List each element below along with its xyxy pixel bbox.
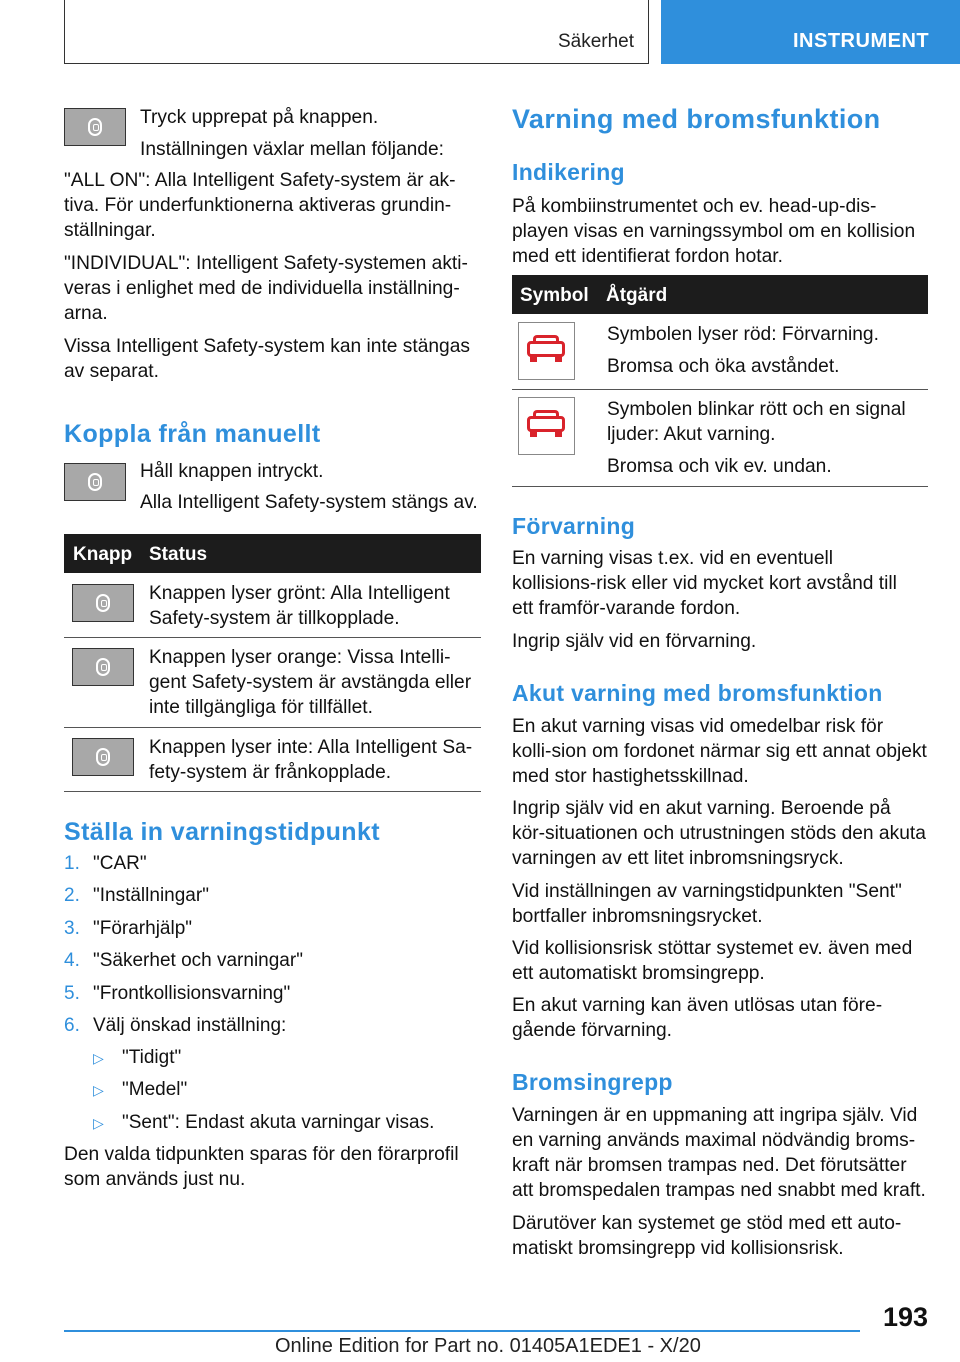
header-chapter-tab[interactable]	[661, 0, 960, 64]
sub-item: "Sent": Endast akuta varningar visas.	[122, 1112, 435, 1133]
paragraph: En akut varning kan även utlösas utan före-gående förvarning.	[512, 995, 883, 1041]
step-text: "Säkerhet och varningar"	[93, 950, 303, 971]
paragraph: Ingrip själv vid en akut varning. Beroende på kör-situationen och utrustningen stöds den akuta varningen av ett litet inbromsningsryck.	[512, 798, 926, 869]
table-header	[512, 275, 928, 314]
table-cell: Knappen lyser grönt: Alla Intelligent Safety-system är tillkopplade.	[149, 583, 450, 629]
sub-item: "Medel"	[122, 1079, 188, 1100]
page-number: 193	[882, 1302, 928, 1332]
step-number: 2.	[64, 885, 80, 906]
heading-prewarning: Förvarning	[512, 513, 636, 539]
intro-line-2: Inställningen växlar mellan följande:	[140, 139, 444, 160]
collision-warning-icon	[518, 397, 575, 455]
intro-line-1: Tryck upprepat på knappen.	[140, 107, 379, 128]
step-number: 3.	[64, 918, 80, 939]
safety-button-icon	[64, 463, 126, 501]
button-green-icon	[72, 584, 134, 622]
step-number: 1.	[64, 853, 80, 874]
heading-main: Varning med bromsfunktion	[512, 104, 881, 134]
table-cell: Symbolen lyser röd: Förvarning.	[607, 324, 879, 345]
column-header: Åtgärd	[606, 285, 668, 306]
step-text: Välj önskad inställning:	[93, 1015, 287, 1036]
button-off-icon	[72, 738, 134, 776]
paragraph: "INDIVIDUAL": Intelligent Safety-systemen akti-veras i enlighet med de individuella inställning-arna.	[64, 253, 468, 324]
heading-warning-time: Ställa in varningstidpunkt	[64, 818, 380, 846]
bullet-triangle-icon: ▷	[93, 1082, 104, 1098]
divider	[64, 637, 481, 638]
paragraph: Håll knappen intryckt.	[140, 461, 324, 482]
paragraph: Vid kollisionsrisk stöttar systemet ev. även med ett automatiskt bromsingrepp.	[512, 938, 913, 984]
column-header: Knapp	[73, 544, 133, 565]
table-header	[64, 534, 481, 573]
step-text: "Frontkollisionsvarning"	[93, 983, 291, 1004]
paragraph: Ingrip själv vid en förvarning.	[512, 631, 757, 652]
table-cell: Bromsa och öka avståndet.	[607, 356, 840, 377]
paragraph: "ALL ON": Alla Intelligent Safety-system är ak-tiva. För underfunktionerna aktiveras grundin-ställningar.	[64, 170, 456, 241]
step-text: "Förarhjälp"	[93, 918, 193, 939]
bullet-triangle-icon: ▷	[93, 1115, 104, 1131]
paragraph: En varning visas t.ex. vid en eventuell kollisions-risk eller vid mycket kort avstånd till ett framför-varande fordon.	[512, 548, 897, 619]
divider	[512, 389, 928, 390]
divider	[64, 791, 481, 792]
paragraph: Vissa Intelligent Safety-system kan inte stängas av separat.	[64, 336, 470, 382]
table-cell: Knappen lyser orange: Vissa Intelli-gent Safety-system är avstängda eller inte tillgängliga för tillfället.	[149, 647, 472, 718]
step-number: 5.	[64, 983, 80, 1004]
paragraph: Den valda tidpunkten sparas för den förarprofil som används just nu.	[64, 1144, 459, 1190]
button-orange-icon	[72, 648, 134, 686]
table-cell: Symbolen blinkar rött och en signal ljuder: Akut varning.	[607, 399, 906, 445]
paragraph: Varningen är en uppmaning att ingripa själv. Vid en varning används maximal nödvändig broms-kraft när bromsen trampas ned. Det förutsätter att bromspedalen trampas ned snabbt med kraft.	[512, 1105, 926, 1201]
footer-rule	[64, 1330, 860, 1332]
table-cell: Knappen lyser inte: Alla Intelligent Sa-fety-system är frånkopplade.	[149, 737, 473, 783]
heading-disconnect: Koppla från manuellt	[64, 420, 321, 448]
step-text: "CAR"	[93, 853, 147, 874]
divider	[64, 727, 481, 728]
step-number: 4.	[64, 950, 80, 971]
header-chapter: INSTRUMENT	[793, 30, 930, 52]
paragraph: Därutöver kan systemet ge stöd med ett auto-matiskt bromsingrepp vid kollisionsrisk.	[512, 1213, 902, 1259]
column-header: Symbol	[520, 285, 589, 306]
table-cell: Bromsa och vik ev. undan.	[607, 456, 832, 477]
bullet-triangle-icon: ▷	[93, 1050, 104, 1066]
divider	[512, 486, 928, 487]
heading-acute-warning: Akut varning med bromsfunktion	[512, 680, 883, 706]
collision-warning-icon	[518, 322, 575, 380]
safety-button-icon	[64, 108, 126, 146]
heading-indication: Indikering	[512, 159, 625, 185]
paragraph: Vid inställningen av varningstidpunkten "Sent" bortfaller inbromsningsrycket.	[512, 881, 902, 927]
sub-item: "Tidigt"	[122, 1047, 182, 1068]
header-section: Säkerhet	[557, 31, 634, 52]
footer-text: Online Edition for Part no. 01405A1EDE1 - X/20	[275, 1335, 701, 1357]
step-text: "Inställningar"	[93, 885, 209, 906]
heading-brake: Bromsingrepp	[512, 1069, 673, 1095]
step-number: 6.	[64, 1015, 80, 1036]
paragraph: En akut varning visas vid omedelbar risk för kolli-sion om fordonet närmar sig ett annat objekt med stor hastighetsskillnad.	[512, 716, 927, 787]
paragraph: På kombiinstrumentet och ev. head-up-dis-playen visas en varningssymbol om en kollision med ett identifierat fordon hotar.	[512, 196, 916, 267]
header-section-box	[64, 0, 649, 64]
column-header: Status	[149, 544, 208, 565]
paragraph: Alla Intelligent Safety-system stängs av.	[140, 492, 478, 513]
